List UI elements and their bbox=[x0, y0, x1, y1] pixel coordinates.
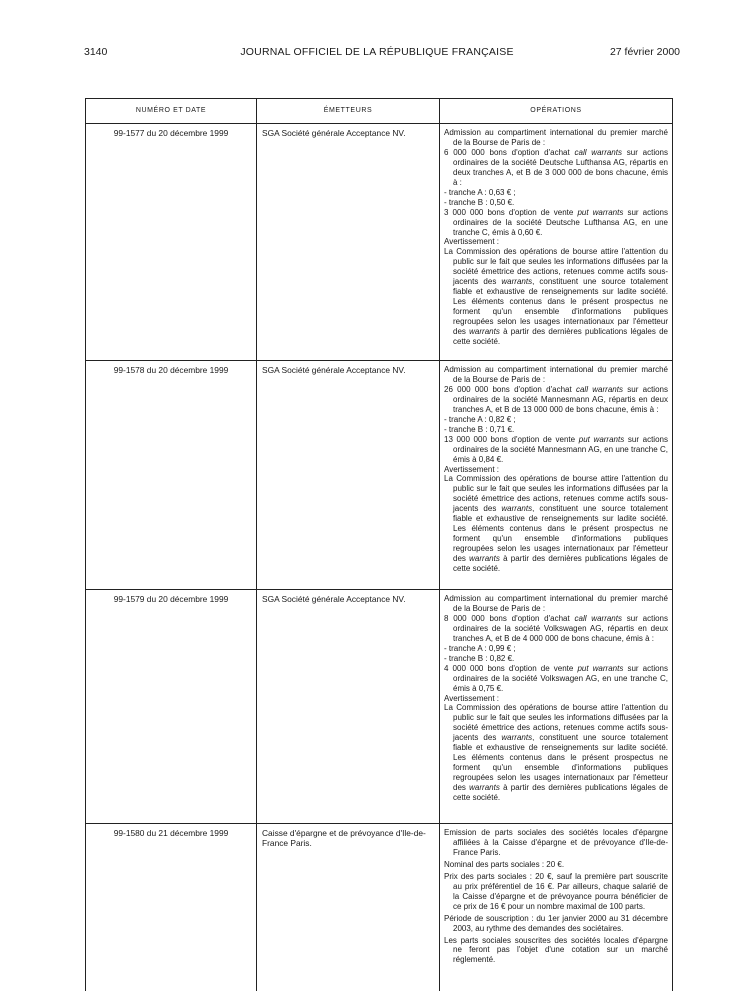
ops-paragraph: 6 000 000 bons d'option d'achat call warrants sur actions ordinaires de la société Deutsche Lufthansa AG, répartis en deux tranches A, et B de 3 000 000 de bons chacune, émis à : bbox=[444, 147, 669, 187]
table-row bbox=[86, 361, 672, 590]
row-numero: 99-1579 du 20 décembre 1999 bbox=[113, 594, 229, 604]
tranche-item: - tranche A : 0,99 € ; bbox=[444, 643, 516, 653]
tranche-item: - tranche A : 0,82 € ; bbox=[444, 414, 516, 424]
page-number: 3140 bbox=[84, 46, 108, 58]
ops-paragraph: 4 000 000 bons d'option de vente put warrants sur actions ordinaires de la société Volkswagen AG, en une tranche C, émis à 0,75 €. bbox=[444, 663, 669, 693]
issue-date: 27 février 2000 bbox=[609, 46, 680, 58]
tranche-item: - tranche B : 0,82 €. bbox=[444, 653, 515, 663]
row-emetteur: SGA Société générale Acceptance NV. bbox=[262, 594, 406, 604]
row-numero: 99-1578 du 20 décembre 1999 bbox=[113, 365, 229, 375]
ops-paragraph: 13 000 000 bons d'option de vente put warrants sur actions ordinaires de la société Mannesmann AG, en une tranche C, émis à 0,84 €. bbox=[444, 434, 668, 464]
ops-paragraph: 26 000 000 bons d'option d'achat call warrants sur actions ordinaires de la société Mannesmann AG, répartis en deux tranches A, et B de 13 000 000 de bons chacune, émis à : bbox=[444, 384, 668, 414]
row-emetteur: Caisse d'épargne et de prévoyance d'Ile-de-France Paris. bbox=[262, 828, 426, 849]
ops-paragraph: Emission de parts sociales des sociétés locales d'épargne affiliées à la Caisse d'épargne et de prévoyance d'Ile-de-France Paris. bbox=[444, 828, 668, 857]
page-header bbox=[0, 46, 754, 62]
row-numero: 99-1577 du 20 décembre 1999 bbox=[113, 128, 229, 138]
table-row bbox=[86, 824, 672, 991]
avertissement-label: Avertissement : bbox=[444, 464, 499, 474]
journal-title: JOURNAL OFFICIEL DE LA RÉPUBLIQUE FRANÇAISE bbox=[240, 46, 514, 58]
tranche-item: - tranche B : 0,71 €. bbox=[444, 424, 515, 434]
ops-paragraph: 8 000 000 bons d'option d'achat call warrants sur actions ordinaires de la société Volkswagen AG, répartis en deux tranches A, et B de 4 000 000 de bons chacune, émis à : bbox=[444, 613, 669, 643]
ops-paragraph: Les parts sociales souscrites des sociétés locales d'épargne ne feront pas l'objet d'une cotation sur un marché réglementé. bbox=[444, 935, 668, 965]
ops-paragraph: La Commission des opérations de bourse attire l'attention du public sur le fait que seules les informations diffusées par la société émettrice des actions, retenues comme actifs sous-jacents des warrants, constituent une source totalement fiable et exhaustive de renseignements sur ladite société. Les éléments contenus dans le présent prospectus ne forment qu'un ensemble d'informations publiques regroupées selon les usages internationaux par l'émetteur des warrants à partir des dernières publications légales de cette société. bbox=[444, 247, 669, 347]
operations-table bbox=[85, 98, 673, 991]
row-operations bbox=[444, 365, 668, 574]
ops-paragraph: Nominal des parts sociales : 20 €. bbox=[444, 859, 565, 869]
ops-paragraph: 3 000 000 bons d'option de vente put warrants sur actions ordinaires de la société Deutsche Lufthansa AG, en une tranche C, émis à 0,60 €. bbox=[444, 207, 669, 237]
column-header-numero: NUMÉRO ET DATE bbox=[135, 107, 207, 114]
ops-paragraph: Prix des parts sociales : 20 €, sauf la première part souscrite au prix préférentiel de 16 €. Par ailleurs, chaque salarié de la Caisse d'épargne et de prévoyance pourra bénéficier de ce prix de 16 € pour un nombre maximal de 100 parts. bbox=[444, 871, 668, 911]
tranche-item: - tranche A : 0,63 € ; bbox=[444, 187, 516, 197]
tranche-item: - tranche B : 0,50 €. bbox=[444, 197, 515, 207]
row-emetteur: SGA Société générale Acceptance NV. bbox=[262, 128, 406, 138]
ops-paragraph: Admission au compartiment international du premier marché de la Bourse de Paris de : bbox=[444, 128, 668, 147]
ops-paragraph: Admission au compartiment international du premier marché de la Bourse de Paris de : bbox=[444, 365, 668, 384]
ops-paragraph: Admission au compartiment international du premier marché de la Bourse de Paris de : bbox=[444, 594, 668, 613]
ops-paragraph: Période de souscription : du 1er janvier 2000 au 31 décembre 2003, au rythme des demandes des sociétaires. bbox=[444, 913, 668, 933]
ops-paragraph: La Commission des opérations de bourse attire l'attention du public sur le fait que seules les informations diffusées par la société émettrice des actions, retenues comme actifs sous-jacents des warrants, constituent une source totalement fiable et exhaustive de renseignements sur ladite société. Les éléments contenus dans le présent prospectus ne forment qu'un ensemble d'informations publiques regroupées selon les usages internationaux par l'émetteur des warrants à partir des dernières publications légales de cette société. bbox=[444, 474, 669, 574]
avertissement-label: Avertissement : bbox=[444, 237, 499, 247]
column-header-emetteurs: ÉMETTEURS bbox=[323, 107, 373, 114]
row-operations bbox=[444, 828, 668, 965]
row-operations bbox=[444, 594, 668, 803]
table-row bbox=[86, 590, 672, 824]
ops-paragraph: La Commission des opérations de bourse attire l'attention du public sur le fait que seules les informations diffusées par la société émettrice des actions, retenues comme actifs sous-jacents des warrants, constituent une source totalement fiable et exhaustive de renseignements sur ladite société. Les éléments contenus dans le présent prospectus ne forment qu'un ensemble d'informations publiques regroupées selon les usages internationaux par l'émetteur des warrants à partir des dernières publications légales de cette société. bbox=[444, 703, 669, 803]
row-operations bbox=[444, 128, 668, 347]
avertissement-label: Avertissement : bbox=[444, 693, 499, 703]
table-row bbox=[86, 124, 672, 361]
row-emetteur: SGA Société générale Acceptance NV. bbox=[262, 365, 406, 375]
column-header-operations: OPÉRATIONS bbox=[530, 107, 582, 114]
row-numero: 99-1580 du 21 décembre 1999 bbox=[113, 828, 229, 838]
table-header bbox=[86, 99, 672, 124]
